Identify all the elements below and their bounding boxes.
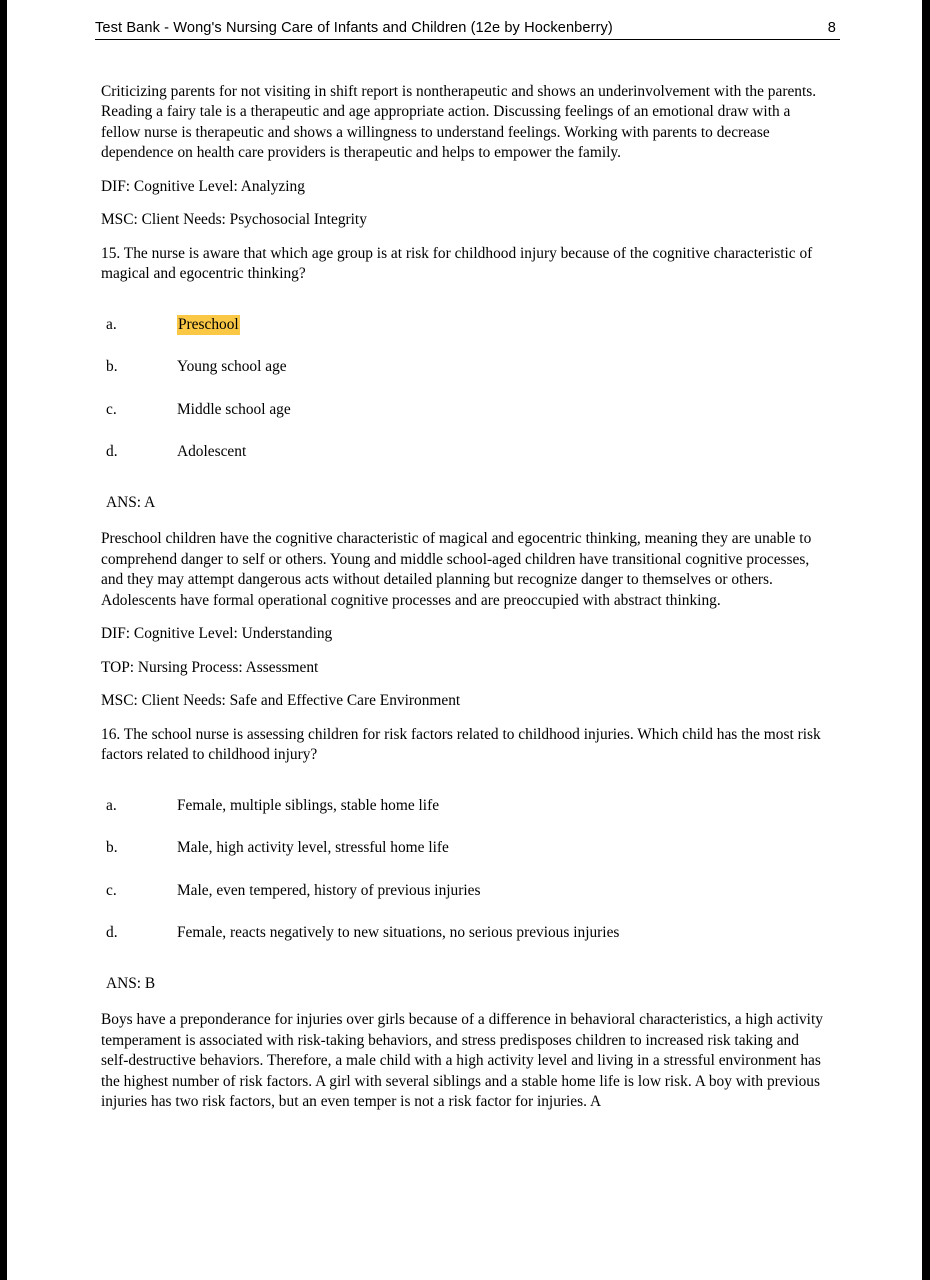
header-page-number: 8 — [827, 20, 836, 36]
choice-letter: a. — [106, 796, 117, 814]
page-right-edge — [922, 0, 930, 1280]
question-15-top: TOP: Nursing Process: Assessment — [101, 658, 319, 676]
question-15-dif: DIF: Cognitive Level: Understanding — [101, 625, 333, 643]
choice-text: Female, reacts negatively to new situations, no serious previous injuries — [177, 924, 620, 942]
question-15-choices — [101, 315, 827, 463]
choice-letter: d. — [106, 924, 118, 942]
rationale-paragraph-top: Criticizing parents for not visiting in shift report is nontherapeutic and shows an underinvolvement with the parents. Reading a fairy tale is a therapeutic and age appropriate action. Discussing feelings of an emotional draw with a fellow nurse is therapeutic and shows a willingness to understand feelings. Working with parents to decrease dependence on health care providers is therapeutic and helps to empower the family. — [101, 83, 817, 162]
highlighted-answer-text: Preschool — [178, 315, 239, 333]
spacer — [101, 485, 827, 493]
question-15-choice-d[interactable] — [101, 442, 827, 462]
page-header — [95, 20, 840, 40]
question-16-rationale: Boys have a preponderance for injuries over girls because of a difference in behavioral characteristics, a high activity temperament is associated with risk-taking behaviors, and stress predisposes children to increased risk taking and self-destructive behaviors. Therefore, a male child with a high activity level and living in a stressful environment has the highest number of risk factors. A girl with several siblings and a stable home life is low risk. A boy with previous injuries has two risk factors, but an even temper is not a risk factor for injuries. A — [101, 1011, 823, 1111]
question-15-answer: ANS: A — [106, 493, 156, 511]
question-15-rationale: Preschool children have the cognitive characteristic of magical and egocentric thinking, meaning they are unable to comprehend danger to self or others. Young and middle school-aged children have transitional cognitive processes, and they may attempt dangerous acts without detailed planning but recognize danger to themselves or others. Adolescents have formal operational cognitive processes and are preoccupied with abstract thinking. — [101, 530, 812, 609]
choice-text: Young school age — [177, 358, 287, 376]
page-left-edge — [0, 0, 7, 1280]
spacer — [101, 780, 827, 790]
msc-line-top: MSC: Client Needs: Psychosocial Integrity — [101, 211, 367, 229]
question-16-choice-c[interactable] — [101, 881, 827, 901]
choice-letter: b. — [106, 358, 118, 376]
page-content — [101, 82, 827, 1126]
choice-letter: c. — [106, 400, 117, 418]
choice-text: Male, high activity level, stressful home life — [177, 839, 449, 857]
choice-text: Male, even tempered, history of previous injuries — [177, 881, 481, 899]
choice-text: Female, multiple siblings, stable home life — [177, 796, 440, 814]
page-sheet — [7, 0, 922, 1280]
choice-letter: a. — [106, 315, 117, 333]
question-16-choice-d[interactable] — [101, 923, 827, 943]
question-16-answer: ANS: B — [106, 974, 156, 992]
choice-letter: b. — [106, 839, 118, 857]
question-15-choice-b[interactable] — [101, 357, 827, 377]
choice-text — [177, 315, 827, 335]
question-15-choice-c[interactable] — [101, 400, 827, 420]
choice-letter: d. — [106, 443, 118, 461]
header-title: Test Bank - Wong's Nursing Care of Infants and Children (12e by Hockenberry) — [95, 20, 613, 36]
question-16-choice-b[interactable] — [101, 838, 827, 858]
dif-line-top: DIF: Cognitive Level: Analyzing — [101, 177, 305, 195]
question-16-choice-a[interactable] — [101, 796, 827, 816]
question-15-stem: 15. The nurse is aware that which age group is at risk for childhood injury because of the cognitive characteristic of magical and egocentric thinking? — [101, 244, 813, 283]
choice-letter: c. — [106, 881, 117, 899]
question-16-choices — [101, 796, 827, 944]
spacer — [101, 966, 827, 974]
question-16-stem: 16. The school nurse is assessing children for risk factors related to childhood injuries. Which child has the most risk factors related to childhood injury? — [101, 725, 821, 764]
spacer — [101, 299, 827, 309]
question-15-choice-a[interactable] — [101, 315, 827, 335]
choice-text: Middle school age — [177, 400, 291, 418]
question-15-msc: MSC: Client Needs: Safe and Effective Care Environment — [101, 692, 461, 710]
choice-text: Adolescent — [177, 443, 247, 461]
